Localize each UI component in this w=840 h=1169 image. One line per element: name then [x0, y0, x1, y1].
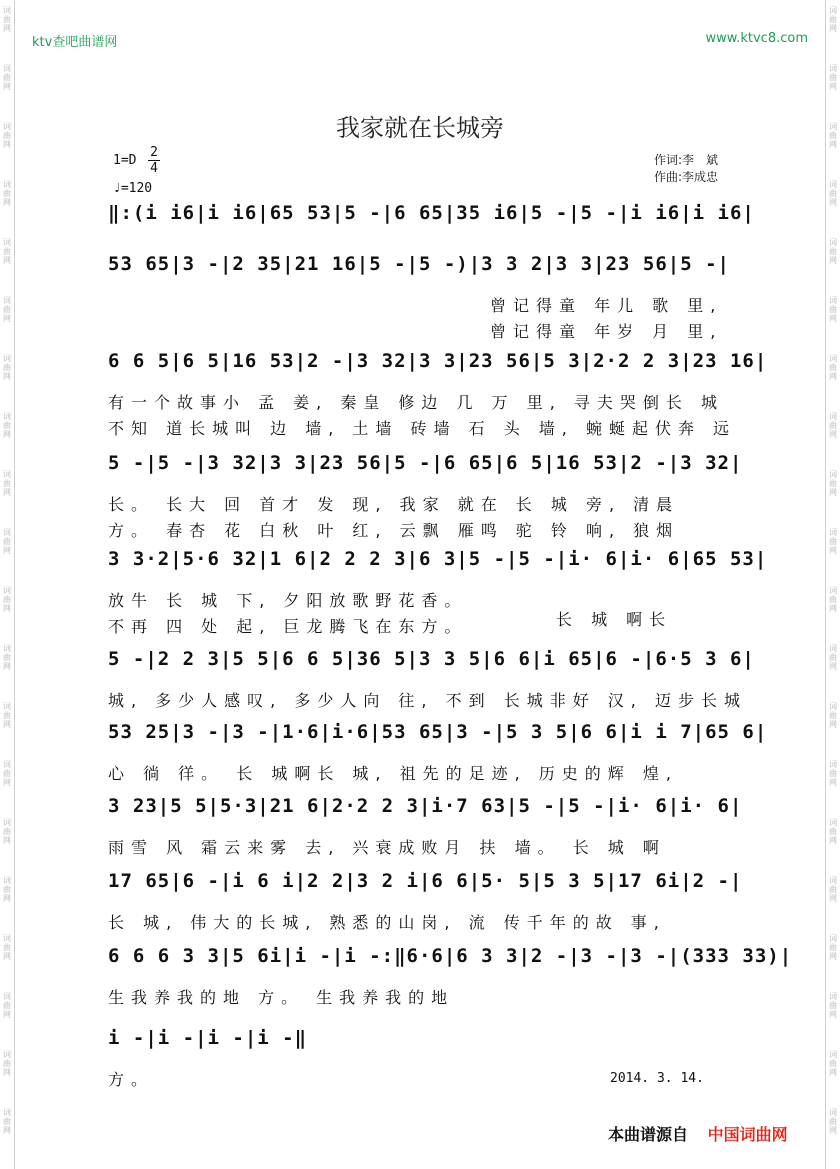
notation-row: 17 65|6 -|i 6 i|2 2|3 2 i|6 6|5· 5|5 3 5|17 6i|2 -| — [108, 870, 743, 892]
watermark-mark: 词曲网 — [3, 876, 11, 903]
notation-row: 3 3·2|5·6 32|1 6|2 2 2 3|6 3|5 -|5 -|i· 6|i· 6|65 53| — [108, 548, 768, 570]
lyric-line: 有一个故事小 孟 姜, 秦皇 修边 几 万 里, 寻夫哭倒长 城 — [108, 393, 724, 412]
song-title: 我家就在长城旁 — [336, 114, 504, 142]
watermark-mark: 词曲网 — [829, 180, 837, 207]
watermark-mark: 词曲网 — [829, 528, 837, 555]
watermark-mark: 词曲网 — [829, 1050, 837, 1077]
watermark-mark: 词曲网 — [3, 412, 11, 439]
watermark-mark: 词曲网 — [829, 1108, 837, 1135]
site-label-left: ktv查吧曲谱网 — [32, 35, 118, 50]
source-site: 中国词曲网 — [707, 1125, 788, 1144]
notation-row: 5 -|2 2 3|5 5|6 6 5|36 5|3 3 5|6 6|i 65|6 -|6·5 3 6| — [108, 648, 755, 670]
watermark-mark: 词曲网 — [829, 586, 837, 613]
watermark-mark: 词曲网 — [3, 586, 11, 613]
watermark-mark: 词曲网 — [3, 64, 11, 91]
lyric-line: 雨雪 风 霜云来雾 去, 兴衰成败月 扶 墙。 长 城 啊 — [108, 838, 666, 857]
notation-row: i -|i -|i -|i -‖ — [108, 1027, 308, 1049]
watermark-mark: 词曲网 — [3, 122, 11, 149]
watermark-mark: 词曲网 — [829, 876, 837, 903]
lyric-line: 放牛 长 城 下, 夕阳放歌野花香。 — [108, 591, 468, 610]
lyricist-credit: 作词:李 斌 — [654, 153, 719, 167]
notation-row: 5 -|5 -|3 32|3 3|23 56|5 -|6 65|6 5|16 53|2 -|3 32| — [108, 452, 743, 474]
key-signature: 1=D — [113, 153, 137, 168]
watermark-mark: 词曲网 — [829, 64, 837, 91]
notation-row: 53 65|3 -|2 35|21 16|5 -|5 -)|3 3 2|3 3|23 56|5 -| — [108, 253, 730, 275]
watermark-mark: 词曲网 — [3, 818, 11, 845]
watermark-mark: 词曲网 — [829, 934, 837, 961]
watermark-mark: 词曲网 — [3, 6, 11, 33]
watermark-mark: 词曲网 — [829, 818, 837, 845]
watermark-mark: 词曲网 — [829, 354, 837, 381]
lyric-line: 方。 春杏 花 白秋 叶 红, 云飘 雁鸣 驼 铃 响, 狼烟 — [108, 521, 680, 540]
watermark-mark: 词曲网 — [3, 644, 11, 671]
watermark-mark: 词曲网 — [3, 180, 11, 207]
watermark-mark: 词曲网 — [3, 760, 11, 787]
time-signature-top: 2 — [150, 145, 158, 160]
watermark-mark: 词曲网 — [3, 1108, 11, 1135]
watermark-mark: 词曲网 — [829, 412, 837, 439]
watermark-mark: 词曲网 — [3, 1050, 11, 1077]
time-signature-bottom: 4 — [150, 161, 158, 176]
source-label: 本曲谱源自 — [608, 1125, 689, 1144]
lyric-phrase: 长 城 啊长 — [556, 610, 673, 629]
lyric-line: 城, 多少人感叹, 多少人向 往, 不到 长城非好 汉, 迈步长城 — [108, 691, 747, 710]
lyric-line: 生我养我的地 方。 生我养我的地 — [108, 988, 455, 1007]
notation-row: 6 6 6 3 3|5 6i|i -|i -:‖6·6|6 3 3|2 -|3 -|3 -|(333 33)| — [108, 945, 793, 967]
watermark-mark: 词曲网 — [829, 238, 837, 265]
lyric-line: 长。 长大 回 首才 发 现, 我家 就在 长 城 旁, 清晨 — [108, 495, 680, 514]
notation-row: 6 6 5|6 5|16 53|2 -|3 32|3 3|23 56|5 3|2·2 2 3|23 16| — [108, 350, 768, 372]
tempo-marking: ♩=120 — [113, 181, 153, 196]
source-footer — [608, 1122, 788, 1145]
lyric-line: 长 城, 伟大的长城, 熟悉的山岗, 流 传千年的故 事, — [108, 913, 666, 932]
time-signature — [148, 145, 160, 176]
lyric-line: 曾记得童 年岁 月 里, — [490, 322, 723, 341]
notation-row: 53 25|3 -|3 -|1·6|i·6|53 65|3 -|5 3 5|6 6|i i 7|65 6| — [108, 721, 768, 743]
watermark-mark: 词曲网 — [829, 760, 837, 787]
watermark-mark: 词曲网 — [3, 354, 11, 381]
watermark-mark: 词曲网 — [829, 992, 837, 1019]
watermark-mark: 词曲网 — [3, 528, 11, 555]
watermark-mark: 词曲网 — [829, 644, 837, 671]
lyric-line: 不知 道长城叫 边 墙, 土墙 砖墙 石 头 墙, 蜿蜒起伏奔 远 — [108, 419, 737, 438]
lyric-line: 心 徜 徉。 长 城啊长 城, 祖先的足迹, 历史的辉 煌, — [108, 764, 678, 783]
notation-row: ‖:(i i6|i i6|65 53|5 -|6 65|35 i6|5 -|5 -|i i6|i i6| — [108, 202, 755, 224]
lyric-line: 不再 四 处 起, 巨龙腾飞在东方。 — [108, 617, 468, 636]
site-label-right: www.ktvc8.com — [705, 31, 808, 46]
watermark-mark: 词曲网 — [829, 296, 837, 323]
watermark-mark: 词曲网 — [3, 470, 11, 497]
watermark-mark: 词曲网 — [3, 296, 11, 323]
watermark-mark: 词曲网 — [829, 6, 837, 33]
composer-credit: 作曲:李成忠 — [654, 170, 719, 184]
watermark-mark: 词曲网 — [3, 992, 11, 1019]
lyric-line: 曾记得童 年儿 歌 里, — [490, 296, 723, 315]
watermark-mark: 词曲网 — [829, 470, 837, 497]
watermark-mark: 词曲网 — [829, 702, 837, 729]
watermark-mark: 词曲网 — [3, 934, 11, 961]
lyric-line: 方。 — [108, 1070, 155, 1089]
notation-row: 3 23|5 5|5·3|21 6|2·2 2 3|i·7 63|5 -|5 -|i· 6|i· 6| — [108, 795, 743, 817]
date-stamp: 2014. 3. 14. — [610, 1071, 704, 1086]
watermark-mark: 词曲网 — [3, 238, 11, 265]
watermark-mark: 词曲网 — [3, 702, 11, 729]
watermark-mark: 词曲网 — [829, 122, 837, 149]
